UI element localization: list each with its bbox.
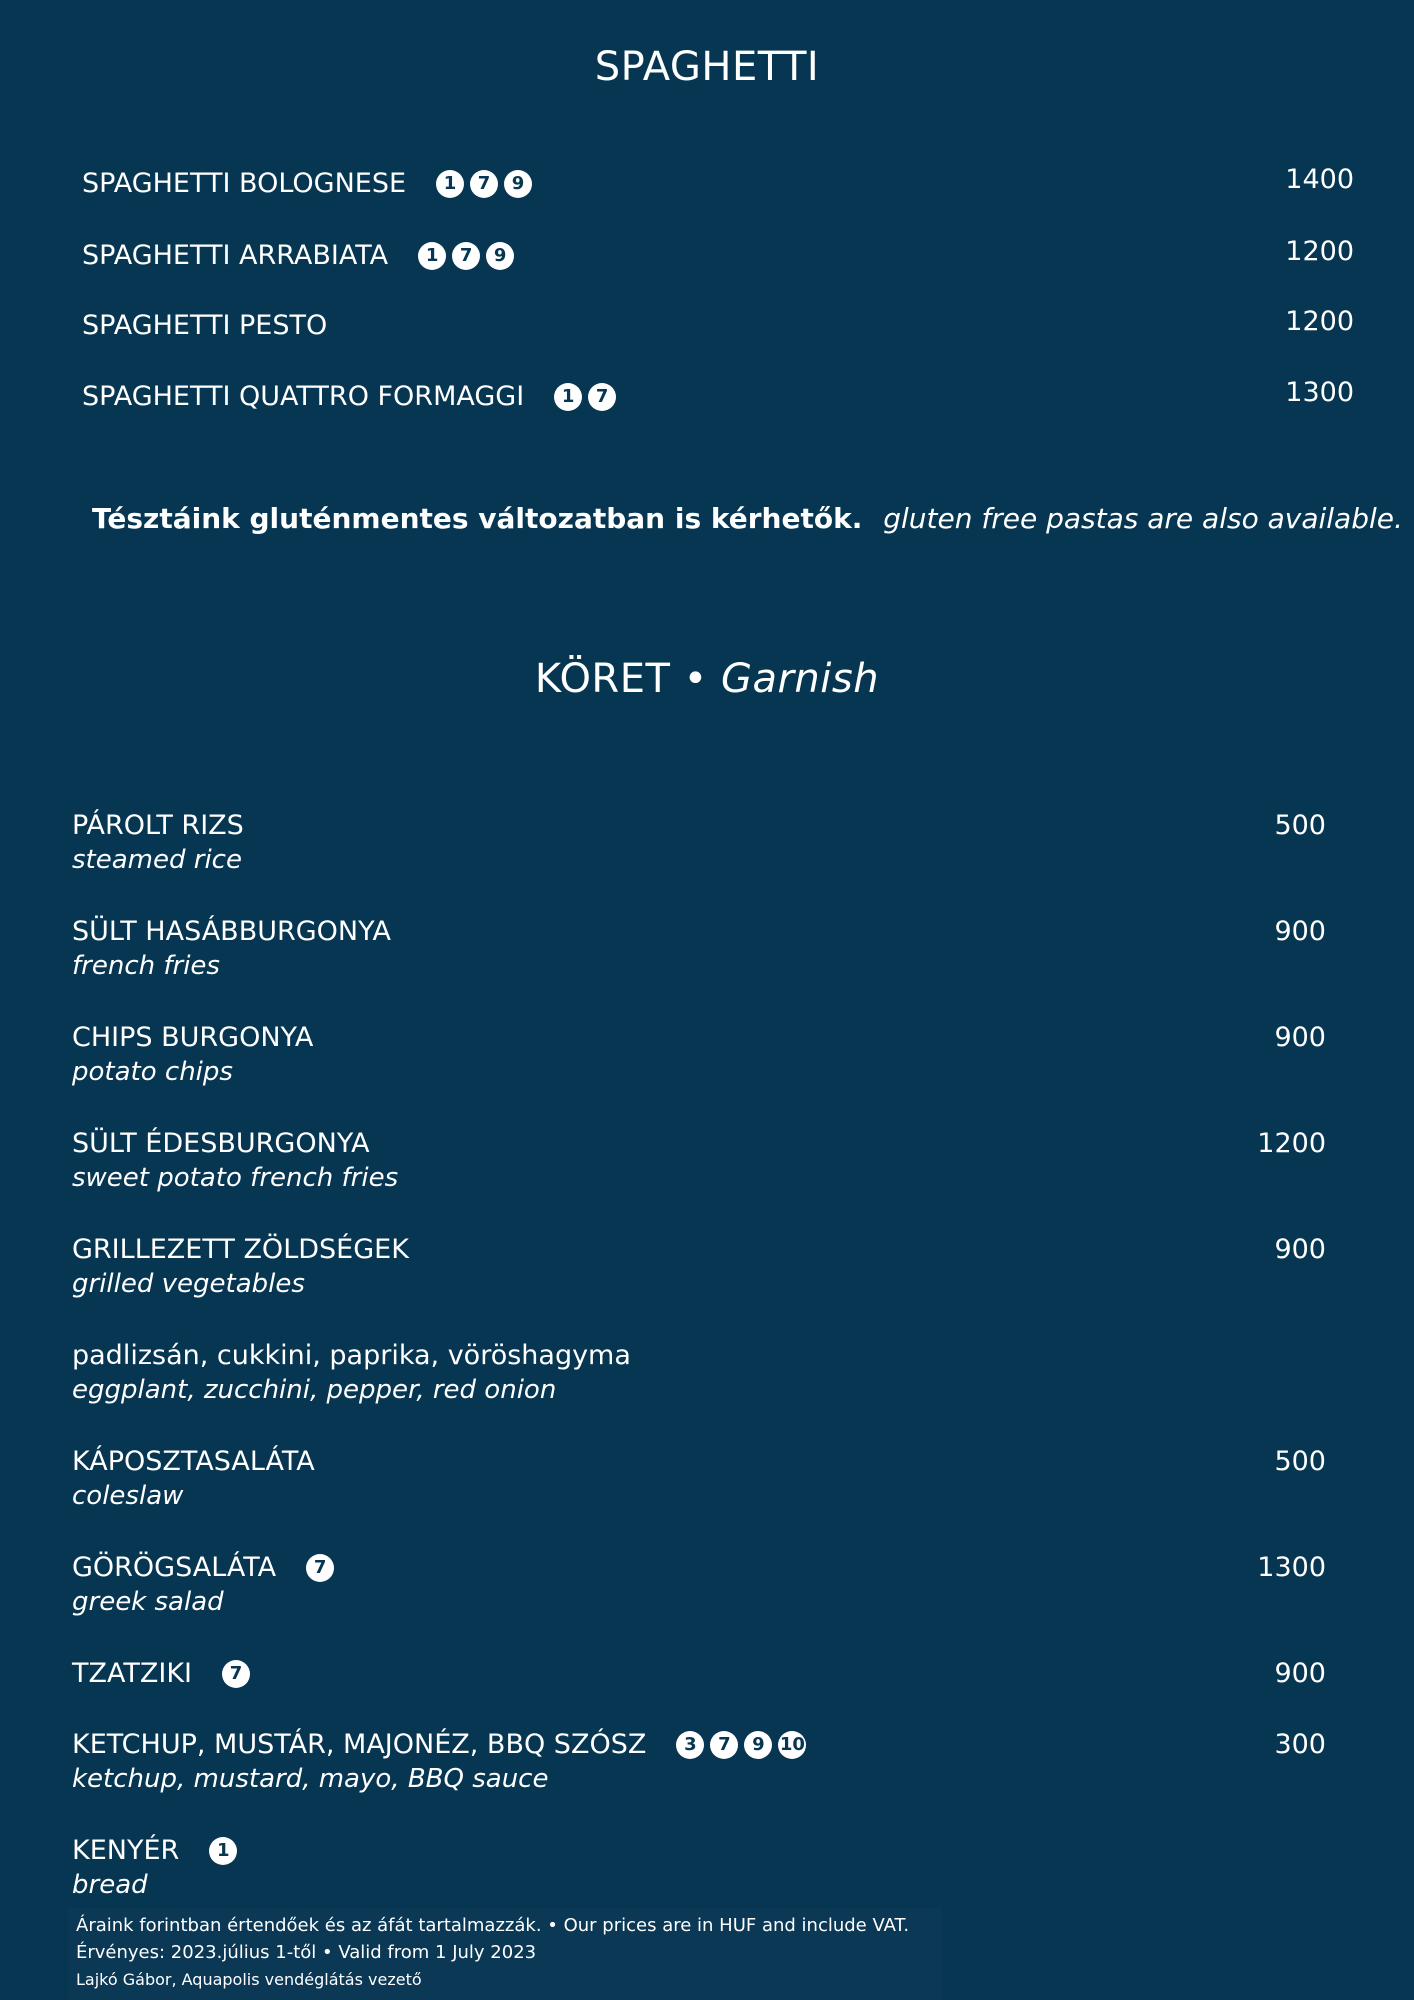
gluten-note-en: gluten free pastas are also available. [883, 502, 1403, 535]
allergen-badge: 9 [486, 242, 514, 270]
allergen-badges [436, 170, 532, 198]
vegetables-list-en: eggplant, zucchini, pepper, red onion [72, 1375, 557, 1405]
allergen-badge: 7 [588, 383, 616, 411]
item-name: GRILLEZETT ZÖLDSÉGEK [72, 1234, 409, 1265]
allergen-badge: 3 [676, 1731, 704, 1759]
allergen-badges [676, 1731, 806, 1759]
allergen-badges [306, 1554, 334, 1582]
allergen-badges [418, 242, 514, 270]
vegetables-list-hu: padlizsán, cukkini, paprika, vöröshagyma [72, 1340, 631, 1371]
allergen-badge: 10 [778, 1731, 806, 1759]
item-name: GÖRÖGSALÁTA [72, 1552, 277, 1583]
item-price: 900 [1274, 1022, 1326, 1053]
item-price: 300 [1274, 1729, 1326, 1760]
koret-title-en: Garnish [720, 656, 880, 702]
allergen-badge: 7 [470, 170, 498, 198]
item-price: 900 [1274, 916, 1326, 947]
allergen-badge: 7 [452, 242, 480, 270]
item-translation: grilled vegetables [72, 1269, 305, 1299]
allergen-badge: 7 [222, 1660, 250, 1688]
item-name: PÁROLT RIZS [72, 810, 244, 841]
item-name: SPAGHETTI BOLOGNESE [82, 168, 407, 199]
footer [68, 1908, 942, 2000]
allergen-badge: 9 [504, 170, 532, 198]
item-translation: ketchup, mustard, mayo, BBQ sauce [72, 1764, 549, 1794]
footer-prices-note: Áraink forintban értendőek és az áfát tartalmazzák. • Our prices are in HUF and include VAT. [76, 1915, 910, 1936]
item-price: 1300 [1257, 1552, 1326, 1583]
koret-title-hu: KÖRET • [534, 656, 708, 702]
spaghetti-title: SPAGHETTI [594, 44, 820, 90]
item-translation: bread [72, 1870, 148, 1900]
menu-item [72, 1444, 1326, 1514]
item-name: SÜLT ÉDESBURGONYA [72, 1128, 370, 1159]
item-price: 1200 [1257, 1128, 1326, 1159]
item-name: TZATZIKI [72, 1658, 192, 1689]
menu-item [82, 236, 1354, 280]
item-name: KÁPOSZTASALÁTA [72, 1446, 315, 1477]
menu-item [72, 914, 1326, 984]
allergen-badge: 1 [554, 383, 582, 411]
allergen-badge: 1 [209, 1837, 237, 1865]
menu-item [72, 1833, 1326, 1903]
gluten-free-note [92, 502, 1403, 535]
menu-item [82, 164, 1354, 208]
item-translation: steamed rice [72, 845, 242, 875]
item-name: SPAGHETTI QUATTRO FORMAGGI [82, 381, 525, 412]
menu-item [72, 1126, 1326, 1196]
allergen-badge: 1 [436, 170, 464, 198]
item-translation: french fries [72, 951, 220, 981]
menu-item [72, 1550, 1326, 1620]
allergen-badge: 1 [418, 242, 446, 270]
item-name: KETCHUP, MUSTÁR, MAJONÉZ, BBQ SZÓSZ [72, 1729, 647, 1760]
item-price: 900 [1274, 1658, 1326, 1689]
item-translation: coleslaw [72, 1481, 184, 1511]
menu-item [82, 306, 1354, 350]
item-name: CHIPS BURGONYA [72, 1022, 314, 1053]
menu-item [72, 1656, 1326, 1691]
item-name: KENYÉR [72, 1835, 180, 1866]
item-price: 1200 [1285, 306, 1354, 337]
allergen-badges [554, 383, 616, 411]
menu-item [72, 1727, 1326, 1797]
item-name: SPAGHETTI ARRABIATA [82, 240, 389, 271]
menu-item [72, 1232, 1326, 1302]
gluten-note-hu: Tésztáink gluténmentes változatban is kérhetők. [92, 502, 863, 535]
footer-validity: Érvényes: 2023.július 1-től • Valid from 1 July 2023 [76, 1942, 537, 1963]
item-price: 1200 [1285, 236, 1354, 267]
menu-item [72, 1020, 1326, 1090]
menu-item [82, 377, 1354, 421]
item-name: SÜLT HASÁBBURGONYA [72, 916, 391, 947]
item-price: 500 [1274, 1446, 1326, 1477]
item-price: 1300 [1285, 377, 1354, 408]
item-price: 500 [1274, 810, 1326, 841]
item-translation: potato chips [72, 1057, 233, 1087]
item-translation: greek salad [72, 1587, 224, 1617]
koret-title [0, 656, 1414, 702]
allergen-badges [222, 1660, 250, 1688]
allergen-badge: 9 [744, 1731, 772, 1759]
footer-signature: Lajkó Gábor, Aquapolis vendéglátás vezető [76, 1970, 422, 1989]
allergen-badges [209, 1837, 237, 1865]
menu-item [72, 808, 1326, 878]
item-price: 900 [1274, 1234, 1326, 1265]
item-name: SPAGHETTI PESTO [82, 310, 328, 341]
allergen-badge: 7 [306, 1554, 334, 1582]
allergen-badge: 7 [710, 1731, 738, 1759]
item-translation: sweet potato french fries [72, 1163, 399, 1193]
item-price: 1400 [1285, 164, 1354, 195]
item-description [72, 1338, 1326, 1408]
